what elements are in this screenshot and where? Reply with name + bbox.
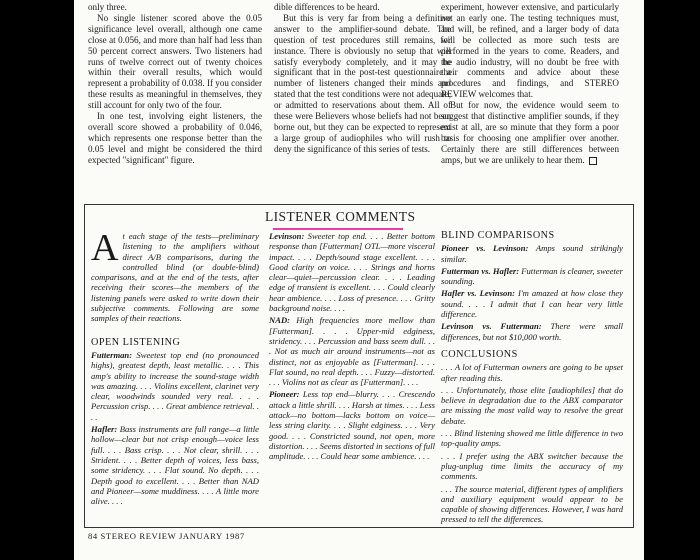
conclusions-heading: CONCLUSIONS (441, 348, 518, 360)
open-listening-continued (269, 231, 435, 462)
sidebar-column-3 (441, 231, 623, 527)
comment-label: Hafler: (91, 424, 120, 435)
comment-text: I'm amazed at how close they sound. . . . I admit that I can hear very little difference. (441, 288, 623, 320)
paragraph: experiment, however extensive, and particularly not an early one. The testing techniques must, and will, be refined, and a larger body of data will be collected as more such tests are performed in the years to come. Readers, and the audio industry, will no doubt be free with their comments and advice about these procedures and findings, and STEREO REVIEW welcomes that. (441, 2, 619, 100)
conclusion-item: . . . I prefer using the ABX switcher because the plug-unplug time limits the accuracy of my comments. (441, 450, 623, 482)
comment-entry (91, 350, 259, 422)
comment-text: There were small differences, but not $10,000 worth. (441, 321, 623, 342)
conclusion-item: . . . Unfortunately, those elite [audiophiles] that do believe in degradation due to the ABX comparator are missing the most valid way to resolve the great debate. (441, 384, 623, 426)
comment-entry (441, 266, 623, 287)
scan-edge-right (644, 0, 700, 560)
drop-cap: A (91, 227, 119, 269)
body-column-1 (88, 2, 262, 166)
comment-text: Sweetest top end (no pronounced highs), greatest depth, least metallic. . . . This amp's ability to increase the sound-stage width was amazing. . . . Violins excellent, clarinet very clear, woodwinds sounded very real. . . . Percussion crisp. . . . Great ambience retrieval. . . . (91, 349, 259, 422)
conclusion-item: . . . Blind listening showed me little difference in two top-quality amps. (441, 428, 623, 449)
paragraph (441, 100, 619, 165)
paragraph: In one test, involving eight listeners, the overall score showed a probability of 0.046, which represents one response better than the 0.05 level and might be considered the third expected "significant" figure. (88, 111, 262, 165)
comment-label: Pioneer vs. Levinson: (441, 243, 536, 254)
body-column-2 (274, 2, 451, 155)
paragraph: No single listener scored above the 0.05 significance level overall, although one came close at 0.056, and more than half had less than 50 percent correct answers. Two listeners had runs of twelve correct out of twenty choices within their overall results, which would represent a probability of 0.038. If you consider these results as meaningful in themselves, they still account for only two of the four. (88, 12, 262, 111)
blind-comparisons-heading: BLIND COMPARISONS (441, 230, 555, 241)
blind-comparisons-comments (441, 243, 623, 342)
comment-entry (441, 243, 623, 264)
comment-entry (91, 424, 259, 506)
comment-label: Hafler vs. Levinson: (441, 288, 518, 299)
paragraph: only three. (88, 2, 127, 12)
comment-entry (441, 321, 623, 342)
intro-text: t each stage of the tests—preliminary listening to the amplifiers without direct A/B comparisons, during the controlled blind (or double-blind) comparisons, and at the end of the tests, after receiving their scores—the members of the listening panels were asked to write down their subjective comments. Following are some samples of their reactions. (91, 231, 259, 324)
open-listening-heading: OPEN LISTENING (91, 336, 181, 348)
sidebar-title: LISTENER COMMENTS (265, 209, 416, 224)
comment-text: High frequencies more mellow than [Futterman]. . . . Upper-mid edginess, stridency. . . . Percussion and bass seem dull. . . . Not as much air around instruments—not as distinct, not as enjoyable as [Futterman]. . . . Flat sound, no real depth. . . . Fuzzy—distorted. . . . Violins not as clear as [Futterman]. . . . (269, 315, 435, 388)
end-mark-icon (589, 157, 597, 165)
comment-entry (269, 231, 435, 313)
scan-edge-left (0, 0, 74, 560)
open-listening-comments (91, 350, 259, 506)
body-column-3 (441, 2, 619, 166)
magazine-page (74, 0, 644, 560)
comment-label: Levinson: (269, 231, 308, 241)
sidebar-intro (91, 227, 259, 324)
title-underline (273, 228, 403, 230)
comment-label: Levinson vs. Futterman: (441, 321, 551, 332)
comment-label: NAD: (269, 315, 297, 326)
comment-text: Sweeter top end. . . . Better bottom response than [Futterman] OTL—more visceral impact. . . . Depth/sound stage excellent. . . . Good clarity on voice. . . . Strings and horns clear—quiet—percussion clear. . . . Leading edge of transient is excellent. . . . Could clearly hear ambience. . . . Loss of presence. . . . Gritty background noise. . . . (269, 231, 435, 314)
comment-text: Bass instruments are full range—a little hollow—clear but not crisp enough—voice less full. . . . Bass crisp. . . . Not clear, shrill. . . . Strident. . . . Better depth of voices, less bass, some stridency. . . . Flat sound. No depth. . . . Depth good to excellent. . . . Better than NAD and Pioneer—some muddiness. . . . A little more alive. . . . (91, 424, 259, 507)
conclusions-comments (441, 362, 623, 524)
sidebar-column-1 (91, 227, 259, 508)
comment-label: Futterman vs. Hafler: (441, 265, 522, 276)
comment-entry (269, 315, 435, 387)
comment-text: Amps sound strikingly similar. (441, 243, 623, 264)
sidebar-column-2 (269, 231, 435, 464)
comment-label: Pioneer: (269, 389, 303, 400)
conclusion-item: . . . The source material, different types of amplifiers and auxiliary equipment would appear to be capable of showing differences. However, I was hard pressed to tell the differences. (441, 483, 623, 525)
comment-label: Futterman: (91, 349, 137, 360)
comment-entry (441, 288, 623, 319)
paragraph-text: But for now, the evidence would seem to suggest that distinctive amplifier sounds, if they exist at all, are so minute that they form a poor basis for choosing one amplifier over another. Certainly there are still differences between amps, but we are unlikely to hear them. (441, 100, 619, 165)
listener-comments-sidebar (84, 204, 634, 528)
comment-entry (269, 389, 435, 461)
paragraph: But this is very far from being a definitive answer to the amplifier-sound debate. The question of test procedures still remains, for instance. There is obviously no setup that will satisfy everybody completely, and it may be significant that in the post-test questionnaire a number of listeners changed their minds and stated that the test conditions were not adequate, or admitted to reservations about them. All of these were Believers whose beliefs had not been borne out, but they can be expected to represent a large group of audiophiles who will rush to deny the significance of this series of tests. (274, 12, 451, 154)
comment-text: Less top end—blurry. . . . Crescendo attack a little shrill. . . . Harsh at times. . . . Less attack—no bottom—lacks bottom on voice—less string clarity. . . . Slight edginess. . . . Very good. . . . Constricted sound, not open, more distortion. . . . Seems distorted in sections of full amplitude. . . . Could hear some ambience. . . . (269, 389, 435, 462)
comment-text: Futterman is cleaner, sweeter sounding. (441, 265, 623, 287)
page-footer: 84 STEREO REVIEW JANUARY 1987 (88, 531, 245, 541)
paragraph: dible differences to be heard. (274, 2, 380, 12)
conclusion-item: . . . A lot of Futterman owners are going to be upset after reading this. (441, 362, 623, 383)
